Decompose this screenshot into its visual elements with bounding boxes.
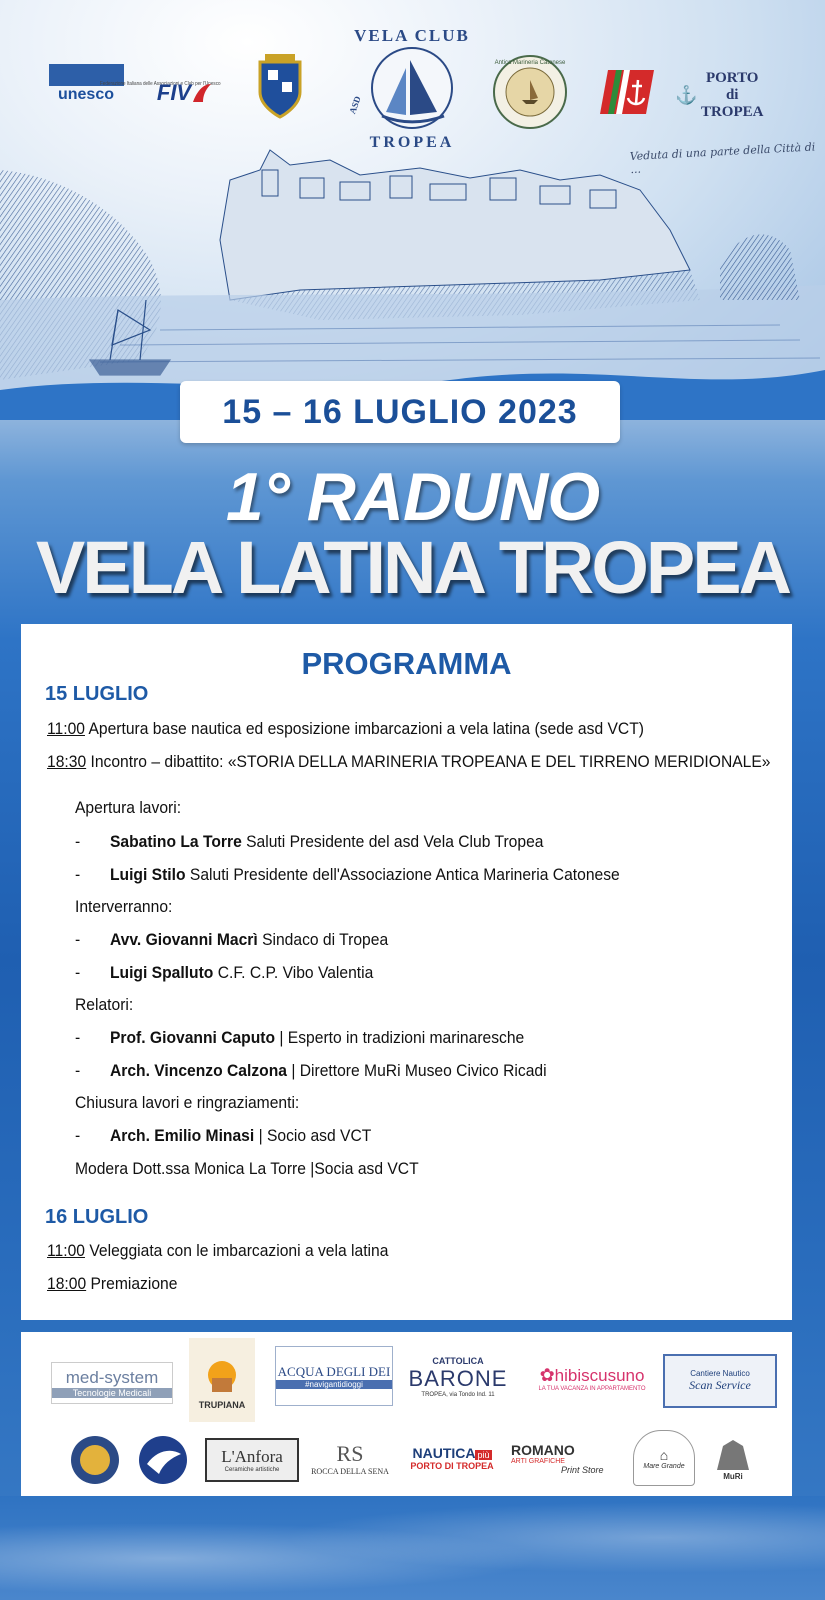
sponsor-nautica-piu: NAUTICA più PORTO DI TROPEA [410, 1445, 494, 1471]
apertura-label: Apertura lavori: [75, 798, 182, 817]
interverranno-label: Interverranno: [75, 897, 173, 916]
vct-name-top: VELA CLUB [354, 26, 470, 45]
event-date: 15 – 16 LUGLIO 2023 [222, 392, 578, 431]
sponsors-panel [21, 1332, 792, 1496]
sponsor-muri: MuRi [705, 1432, 761, 1484]
sponsor-romano: ROMANO ARTI GRAFICHE Print Store [511, 1441, 604, 1475]
vct-name-bottom: TROPEA [369, 134, 455, 151]
antica-marineria-catonese-logo [492, 54, 568, 130]
eagle-emblem-icon [137, 1434, 189, 1486]
sun-icon [197, 1350, 247, 1400]
circular-emblem-icon [69, 1434, 121, 1486]
bottom-water-splash [0, 1496, 825, 1600]
unesco-logo: unesco Federazione Italiana delle Associazioni e Club per l'Unesco [46, 64, 126, 104]
day2-event-2: 18:00 Premiazione [47, 1274, 178, 1293]
rs-monogram-icon: RS [336, 1440, 364, 1466]
speaker-row: - Avv. Giovanni Macrì Sindaco di Tropea [75, 930, 389, 949]
sponsor-rocca-della-sena: RS ROCCA DELLA SENA [311, 1440, 389, 1476]
hibiscus-flower-icon: ✿ [539, 1364, 555, 1385]
tropea-crest-logo [250, 52, 310, 122]
sponsor-trupiana: TRUPIANA [189, 1338, 255, 1422]
building-icon: ⌂ [659, 1446, 669, 1463]
day2-label: 16 LUGLIO [45, 1206, 149, 1228]
event-time: 18:30 [47, 752, 87, 771]
header-illustration [0, 0, 825, 420]
sponsor-anfora: L'Anfora Ceramiche artistiche [205, 1438, 299, 1482]
guardia-costiera-logo [600, 66, 662, 118]
sponsor-hibiscusuno: ✿hibiscusuno LA TUA VACANZA IN APPARTAMENTO [538, 1364, 646, 1392]
chiusura-label: Chiusura lavori e ringraziamenti: [75, 1093, 300, 1112]
event-time: 11:00 [47, 1241, 85, 1260]
event-time: 18:00 [47, 1274, 87, 1293]
sponsor-scan-service: Cantiere Nautico Scan Service [663, 1354, 777, 1408]
event-title-line1: 1° RADUNO [225, 459, 600, 535]
sponsor-mare-grande: ⌂ Mare Grande [633, 1430, 695, 1486]
fiv-sail-icon [191, 82, 213, 104]
sponsor-acqua-degli-dei: ACQUA DEGLI DEI #navigantidioggi [275, 1346, 393, 1406]
vct-asd: ASD [347, 94, 363, 116]
speaker-row: - Arch. Vincenzo Calzona | Direttore MuRi Museo Civico Ricadi [75, 1061, 547, 1080]
porto-di-tropea-logo: ⚓ PORTO di TROPEA [675, 70, 764, 120]
sponsor-emblem-2 [135, 1432, 191, 1488]
programma-heading: PROGRAMMA [301, 646, 512, 681]
event-date-box [180, 381, 620, 443]
speaker-row: - Luigi Spalluto C.F. C.P. Vibo Valentia [75, 963, 374, 982]
porto-anchor-icon: ⚓ [675, 85, 698, 105]
speaker-row: - Arch. Emilio Minasi | Socio asd VCT [75, 1126, 372, 1145]
event-time: 11:00 [47, 719, 85, 738]
sponsor-barone: CATTOLICA BARONE TROPEA, via Tondo Ind. 11 [408, 1356, 508, 1398]
day1-label: 15 LUGLIO [45, 683, 149, 705]
anchor-icon [600, 66, 662, 118]
catone-name: Antica Marineria Catonese [494, 60, 566, 66]
programma-panel [21, 624, 792, 1320]
sponsor-emblem-1 [67, 1432, 123, 1488]
relatori-label: Relatori: [75, 995, 134, 1014]
sponsor-med-system: med-system Tecnologie Medicali [51, 1362, 173, 1404]
speaker-row: - Sabatino La Torre Saluti Presidente del asd Vela Club Tropea [75, 832, 544, 851]
day1-event-1: 11:00 Apertura base nautica ed esposizione imbarcazioni a vela latina (sede asd VCT) [47, 719, 644, 738]
day2-event-1: 11:00 Veleggiata con le imbarcazioni a vela latina [47, 1241, 389, 1260]
tower-icon [713, 1436, 753, 1472]
speaker-row: - Luigi Stilo Saluti Presidente dell'Associazione Antica Marineria Catonese [75, 865, 620, 884]
speaker-row: - Prof. Giovanni Caputo | Esperto in tradizioni marinaresche [75, 1028, 525, 1047]
fiv-logo: FIV [150, 80, 220, 106]
day1-event-2: 18:30 Incontro – dibattito: «STORIA DELLA MARINERIA TROPEANA E DEL TIRRENO MERIDIONALE» [47, 752, 771, 771]
sketch-caption: Veduta di una parte della Città di ... [629, 140, 816, 177]
partner-logos-row [0, 26, 825, 151]
event-title-line2: VELA LATINA TROPEA [35, 526, 790, 609]
moderator-line: Modera Dott.ssa Monica La Torre |Socia asd VCT [75, 1159, 419, 1178]
vela-club-tropea-logo [347, 20, 472, 151]
crest-icon [250, 52, 310, 122]
